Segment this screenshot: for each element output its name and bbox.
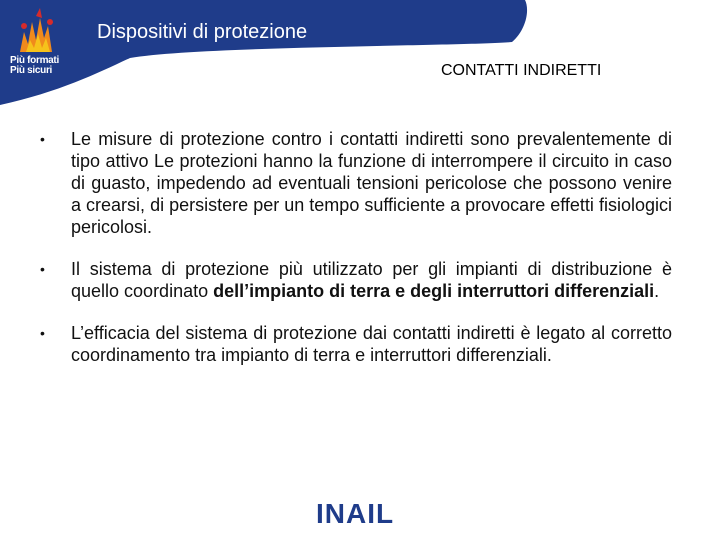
- logo-line-2: Più sicuri: [10, 65, 53, 76]
- section-title: CONTATTI INDIRETTI: [441, 62, 602, 79]
- page-title: Dispositivi di protezione: [97, 21, 308, 43]
- bullet-text: L’efficacia del sistema di protezione dai contatti indiretti è legato al corretto coordinamento tra impianto di terra e interruttori differenziali.: [71, 323, 672, 365]
- piu-formati-logo-icon: [6, 4, 78, 96]
- bullet-text: Il sistema di protezione più utilizzato per gli impianti di distribuzione è quello coordinato: [71, 259, 672, 301]
- bullet-text-end: .: [654, 281, 660, 301]
- bullet-item: [40, 322, 672, 366]
- inail-logo: INAIL: [316, 498, 395, 529]
- bullet-dot: •: [40, 325, 45, 341]
- logo-text: [10, 56, 59, 76]
- bullet-list: [40, 128, 672, 386]
- logo-line-1: Più formati: [10, 55, 59, 66]
- bullet-item: [40, 258, 672, 302]
- bullet-bold-text: dell’impianto di terra e degli interruttori differenziali: [213, 281, 655, 301]
- bullet-text: Le misure di protezione contro i contatti indiretti sono prevalentemente di tipo attivo Le protezioni hanno la funzione di interrompere il circuito in caso di guasto, impedendo ad eventuali tensioni pericolose che possono venire a crearsi, di persistere per un tempo sufficiente a provocare effetti fisiologici pericolosi.: [71, 129, 672, 237]
- header-banner: [0, 0, 720, 110]
- bullet-dot: •: [40, 261, 45, 277]
- bullet-item: [40, 128, 672, 238]
- bullet-dot: •: [40, 131, 45, 147]
